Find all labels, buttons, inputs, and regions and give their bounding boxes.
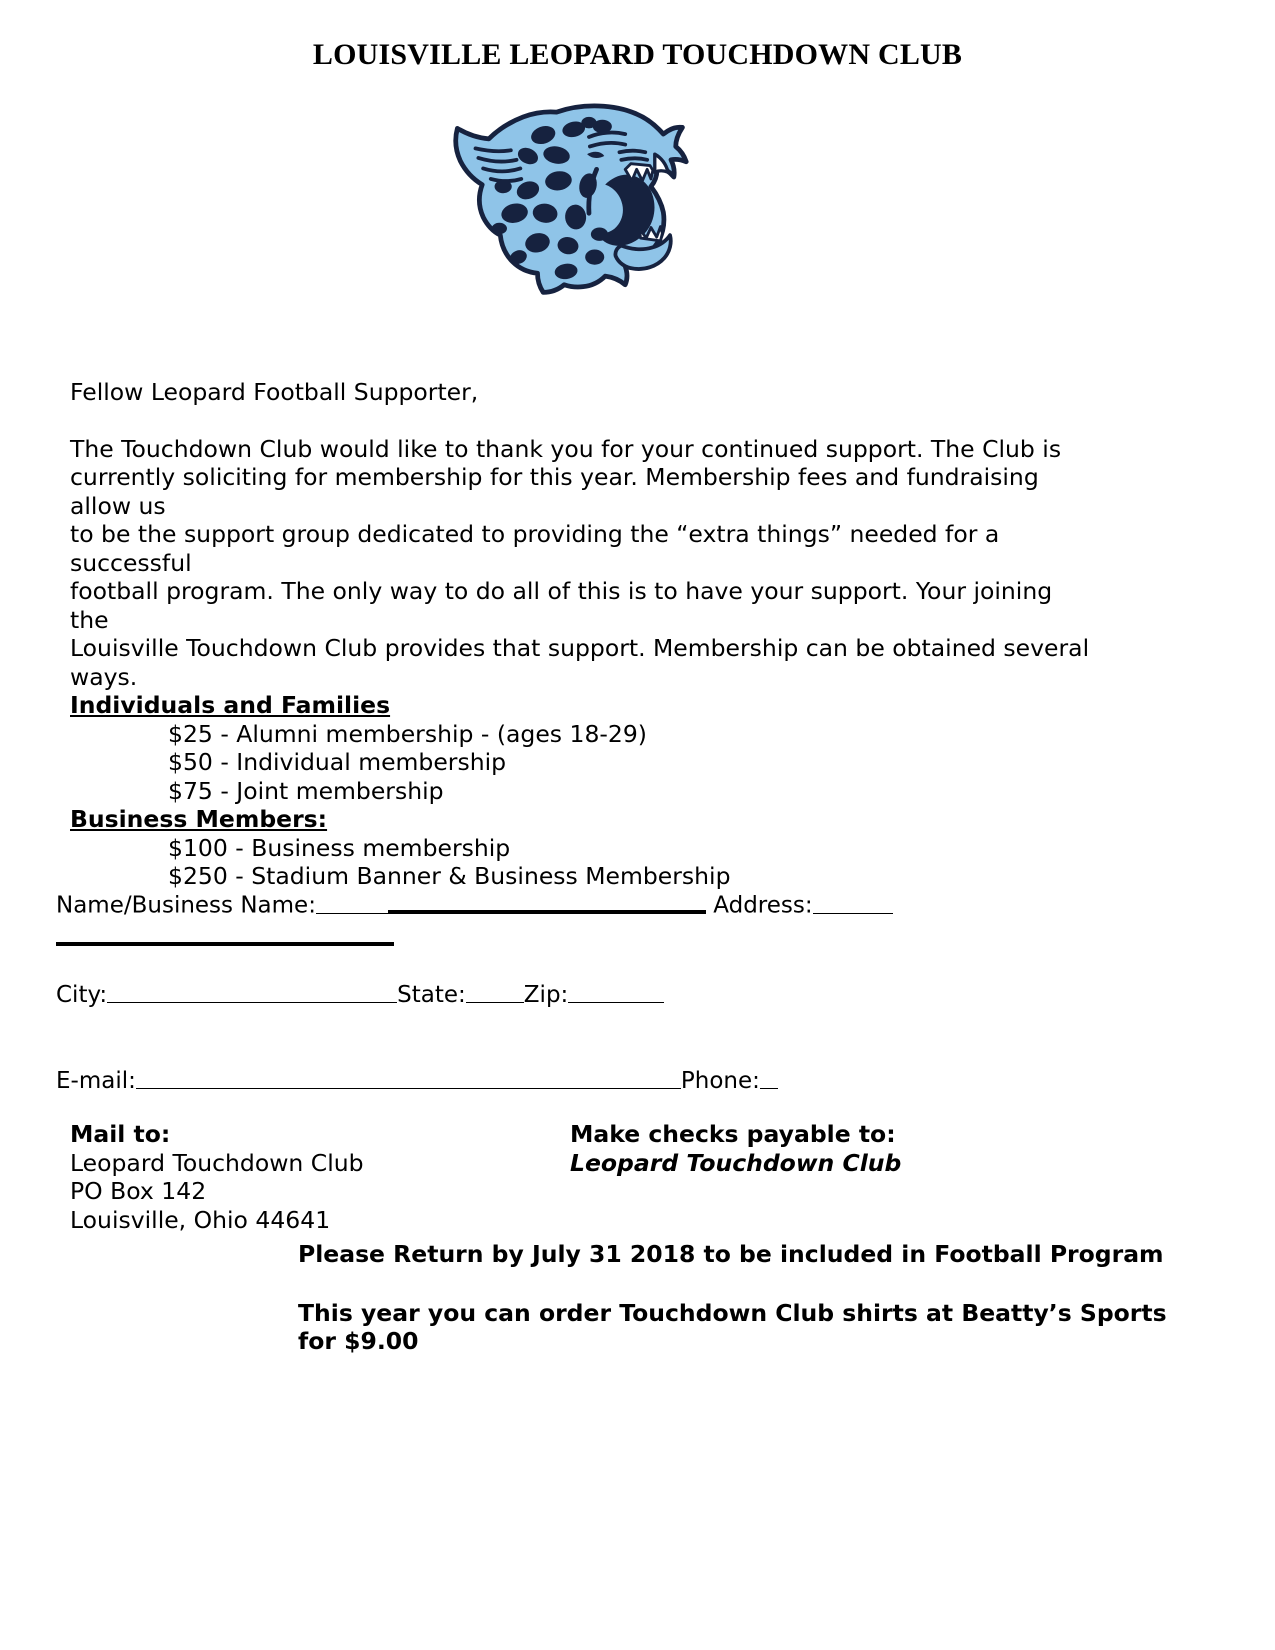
name-input-segment-c[interactable] [56,922,394,946]
name-input-segment-a[interactable] [316,893,388,914]
state-label: State: [397,982,466,1008]
email-input[interactable] [136,1068,681,1089]
leopard-head-mascot-icon [443,95,693,300]
mail-to-line-3: Louisville, Ohio 44641 [70,1205,331,1234]
address-input[interactable] [813,893,893,914]
paragraph-line-4: football program. The only way to do all of this is to have your support. Your joining the [70,577,1053,634]
zip-input[interactable] [568,982,664,1003]
business-heading: Business Members: [70,805,328,833]
mail-to-line-2: PO Box 142 [70,1177,207,1205]
name-input-segment-b[interactable] [388,890,706,914]
paragraph-line-5: Louisville Touchdown Club provides that support. Membership can be obtained several [70,634,1090,662]
city-state-zip-row [56,982,664,1009]
email-label: E-mail: [56,1068,136,1094]
paragraph-line-1: The Touchdown Club would like to thank you for your continued support. The Club is [70,434,1062,463]
name-address-row [56,890,893,920]
return-by-notice: Please Return by July 31 2018 to be included in Football Program [298,1240,1164,1268]
paragraph-line-6: ways. [70,662,138,691]
paragraph-line-2: currently soliciting for membership for this year. Membership fees and fundraising allow us [70,463,1039,520]
mail-to-column [70,1120,364,1234]
email-phone-row [56,1068,778,1095]
page-title: LOUISVILLE LEOPARD TOUCHDOWN CLUB [312,38,963,71]
footer-block [70,1120,1180,1356]
individuals-tier-3: $75 - Joint membership [168,776,444,805]
shirt-order-notice: This year you can order Touchdown Club shirts at Beatty’s Sports for $9.00 [298,1298,1167,1355]
phone-label: Phone: [680,1068,760,1094]
business-tier-1: $100 - Business membership [168,833,511,862]
mail-to-line-1: Leopard Touchdown Club [70,1148,364,1177]
individuals-tier-1: $25 - Alumni membership - (ages 18-29) [168,719,647,748]
checks-payee: Leopard Touchdown Club [570,1148,902,1177]
phone-input[interactable] [760,1068,778,1089]
checks-payable-column [570,1120,901,1177]
state-input[interactable] [466,982,524,1003]
name-continuation-row [56,922,394,952]
city-label: City: [56,982,108,1008]
individuals-heading: Individuals and Families [70,691,391,719]
checks-payable-label: Make checks payable to: [570,1120,896,1148]
letter-body [70,378,1090,891]
city-input[interactable] [107,982,397,1003]
name-label: Name/Business Name: [56,892,316,919]
address-label: Address: [713,892,813,919]
zip-label: Zip: [523,982,569,1008]
individuals-tier-2: $50 - Individual membership [168,748,507,776]
mail-to-label: Mail to: [70,1120,171,1148]
business-tier-2: $250 - Stadium Banner & Business Membership [168,862,731,890]
mail-checks-grid [70,1120,1180,1240]
salutation: Fellow Leopard Football Supporter, [70,378,479,406]
paragraph-line-3: to be the support group dedicated to providing the “extra things” needed for a successful [70,520,1000,577]
